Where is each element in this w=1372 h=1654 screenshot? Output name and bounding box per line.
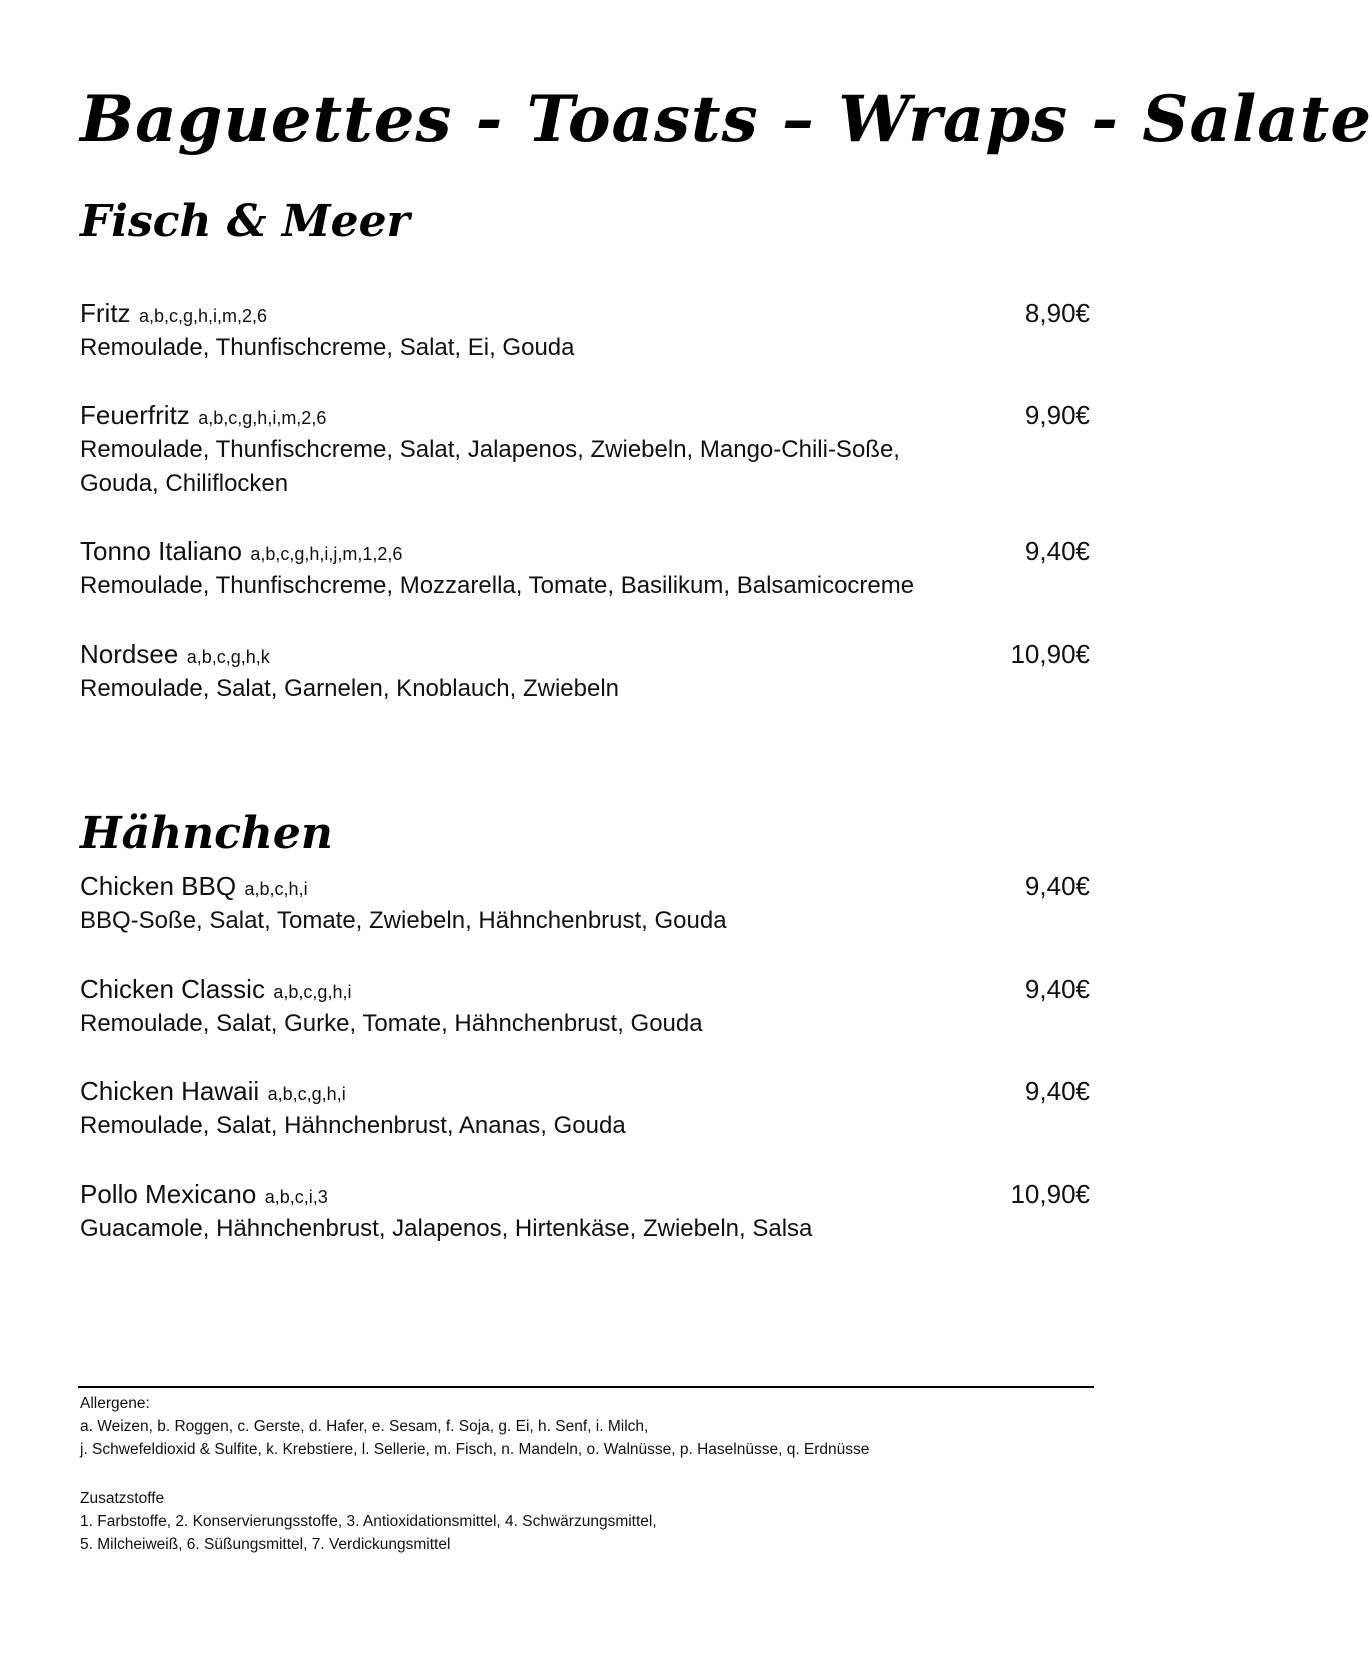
item-name: Feuerfritz	[80, 400, 190, 430]
item-name: Pollo Mexicano	[80, 1179, 257, 1209]
item-name: Chicken Classic	[80, 974, 265, 1004]
menu-item	[80, 397, 1090, 501]
menu-item	[80, 971, 1090, 1041]
item-price: 9,90€	[1024, 400, 1090, 430]
item-price: 10,90€	[1010, 1179, 1090, 1209]
menu-item	[80, 636, 1090, 706]
item-name: Fritz	[80, 298, 131, 328]
allergens-heading: Allergene:	[80, 1395, 150, 1412]
additives-heading: Zusatzstoffe	[80, 1490, 165, 1507]
item-name: Chicken BBQ	[80, 871, 237, 901]
item-description: Remoulade, Thunfischcreme, Salat, Ei, Gouda	[80, 334, 575, 361]
item-allergen-codes: a,b,c,g,h,i	[273, 982, 352, 1002]
page-title: Baguettes - Toasts – Wraps - Salate	[80, 82, 1372, 157]
item-allergen-codes: a,b,c,g,h,i,m,2,6	[198, 408, 327, 428]
allergens-legend	[80, 1392, 1090, 1461]
section-title-fisch-meer: Fisch & Meer	[80, 196, 410, 247]
menu-item	[80, 868, 1090, 938]
section-title-haehnchen: Hähnchen	[80, 808, 333, 859]
menu-item	[80, 533, 1090, 603]
footer-divider	[78, 1386, 1094, 1388]
item-description: Remoulade, Thunfischcreme, Mozzarella, Tomate, Basilikum, Balsamicocreme	[80, 572, 915, 599]
item-name: Chicken Hawaii	[80, 1076, 260, 1106]
item-description: Remoulade, Salat, Hähnchenbrust, Ananas, Gouda	[80, 1112, 626, 1139]
menu-item	[80, 1176, 1090, 1246]
item-description: BBQ-Soße, Salat, Tomate, Zwiebeln, Hähnchenbrust, Gouda	[80, 907, 727, 934]
item-allergen-codes: a,b,c,g,h,k	[186, 647, 270, 667]
item-description: Guacamole, Hähnchenbrust, Jalapenos, Hirtenkäse, Zwiebeln, Salsa	[80, 1215, 813, 1242]
additives-line: 5. Milcheiweiß, 6. Süßungsmittel, 7. Verdickungsmittel	[80, 1536, 451, 1553]
additives-legend	[80, 1487, 1090, 1556]
allergens-line: a. Weizen, b. Roggen, c. Gerste, d. Hafer, e. Sesam, f. Soja, g. Ei, h. Senf, i. Milch,	[80, 1418, 649, 1435]
item-allergen-codes: a,b,c,g,h,i,m,2,6	[139, 306, 268, 326]
item-allergen-codes: a,b,c,i,3	[264, 1187, 328, 1207]
item-description: Remoulade, Salat, Gurke, Tomate, Hähnchenbrust, Gouda	[80, 1010, 703, 1037]
item-price: 9,40€	[1024, 974, 1090, 1004]
item-description: Remoulade, Thunfischcreme, Salat, Jalapenos, Zwiebeln, Mango-Chili-Soße, Gouda, Chiliflocken	[80, 436, 900, 497]
item-price: 9,40€	[1024, 536, 1090, 566]
item-allergen-codes: a,b,c,g,h,i	[267, 1084, 346, 1104]
item-description: Remoulade, Salat, Garnelen, Knoblauch, Zwiebeln	[80, 675, 619, 702]
item-name: Tonno Italiano	[80, 536, 242, 566]
item-allergen-codes: a,b,c,h,i	[244, 879, 308, 899]
item-price: 9,40€	[1024, 1076, 1090, 1106]
menu-item	[80, 295, 1090, 365]
allergens-line: j. Schwefeldioxid & Sulfite, k. Krebstiere, l. Sellerie, m. Fisch, n. Mandeln, o. Walnüsse, p. Haselnüsse, q. Erdnüsse	[80, 1441, 870, 1458]
item-price: 10,90€	[1010, 639, 1090, 669]
item-price: 8,90€	[1024, 298, 1090, 328]
additives-line: 1. Farbstoffe, 2. Konservierungsstoffe, 3. Antioxidationsmittel, 4. Schwärzungsmittel,	[80, 1513, 657, 1530]
menu-item	[80, 1073, 1090, 1143]
item-price: 9,40€	[1024, 871, 1090, 901]
item-name: Nordsee	[80, 639, 179, 669]
item-allergen-codes: a,b,c,g,h,i,j,m,1,2,6	[250, 544, 403, 564]
